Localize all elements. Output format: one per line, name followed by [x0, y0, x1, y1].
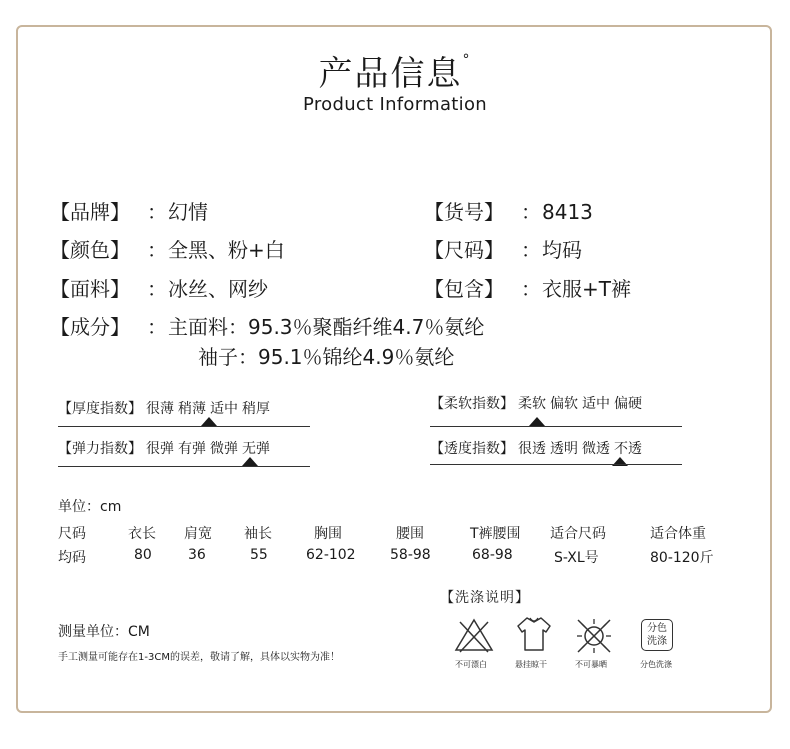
- page-subtitle: Product Information: [303, 94, 487, 115]
- color-row: 【颜色】 ：全黑、粉+白: [50, 234, 285, 263]
- wash-title: 【洗涤说明】: [440, 590, 530, 606]
- elasticity-label: 【弹力指数】: [58, 441, 142, 457]
- brand-value: 幻情: [168, 200, 208, 224]
- thickness-indicator: [201, 417, 217, 426]
- unit-label: 单位：cm: [58, 499, 122, 515]
- wash-label: 悬挂晾干: [515, 660, 547, 669]
- thickness-label: 【厚度指数】: [58, 401, 142, 417]
- separate-wash-icon: 分色 洗涤: [638, 616, 682, 656]
- composition-key: 【成分】: [50, 315, 130, 339]
- item-no-key: 【货号】: [424, 200, 504, 224]
- softness-scale: 【柔软指数】 柔软 偏软 适中 偏硬: [430, 393, 682, 413]
- fabric-value: 冰丝、网纱: [168, 277, 268, 301]
- hang-dry-icon: [512, 614, 556, 654]
- include-value: 衣服+T裤: [542, 277, 631, 301]
- softness-label: 【柔软指数】: [430, 396, 514, 412]
- wash-label: 不可暴晒: [575, 660, 607, 669]
- elasticity-indicator: [242, 457, 258, 466]
- measure-note: 手工测量可能存在1-3CM的误差，敬请了解，具体以实物为准！: [58, 652, 340, 663]
- composition-sleeve: 袖子：95.1％锦纶4.9％氨纶: [198, 345, 455, 369]
- size-key: 【尺码】: [424, 238, 504, 262]
- composition-row: 【成分】 ：主面料：95.3％聚酯纤维4.7％氨纶: [50, 311, 484, 340]
- wash-label: 分色洗涤: [640, 660, 672, 669]
- no-bleach-icon: [452, 616, 496, 656]
- page-title: 产品信息°: [318, 52, 472, 94]
- thickness-scale: 【厚度指数】 很薄 稍薄 适中 稍厚: [58, 398, 310, 418]
- size-row-info: 【尺码】 ：均码: [424, 234, 582, 263]
- fabric-row: 【面料】 ：冰丝、网纱: [50, 273, 268, 302]
- brand-row: 【品牌】 ：幻情: [50, 196, 208, 225]
- brand-key: 【品牌】: [50, 200, 130, 224]
- item-no-row: 【货号】 ：8413: [424, 196, 593, 225]
- measure-unit: 测量单位：CM: [58, 624, 150, 640]
- color-value: 全黑、粉+白: [168, 238, 285, 262]
- size-value: 均码: [542, 238, 582, 262]
- elasticity-scale: 【弹力指数】 很弹 有弹 微弹 无弹: [58, 438, 310, 458]
- color-key: 【颜色】: [50, 238, 130, 262]
- wash-label: 不可漂白: [455, 660, 487, 669]
- composition-value-main: 主面料：95.3％聚酯纤维4.7％氨纶: [168, 315, 485, 339]
- no-sun-dry-icon: [572, 616, 616, 656]
- transparency-label: 【透度指数】: [430, 441, 514, 457]
- fabric-key: 【面料】: [50, 277, 130, 301]
- include-key: 【包含】: [424, 277, 504, 301]
- item-no-value: 8413: [542, 200, 593, 224]
- transparency-scale: 【透度指数】 很透 透明 微透 不透: [430, 438, 682, 458]
- include-row: 【包含】 ：衣服+T裤: [424, 273, 631, 302]
- softness-indicator: [529, 417, 545, 426]
